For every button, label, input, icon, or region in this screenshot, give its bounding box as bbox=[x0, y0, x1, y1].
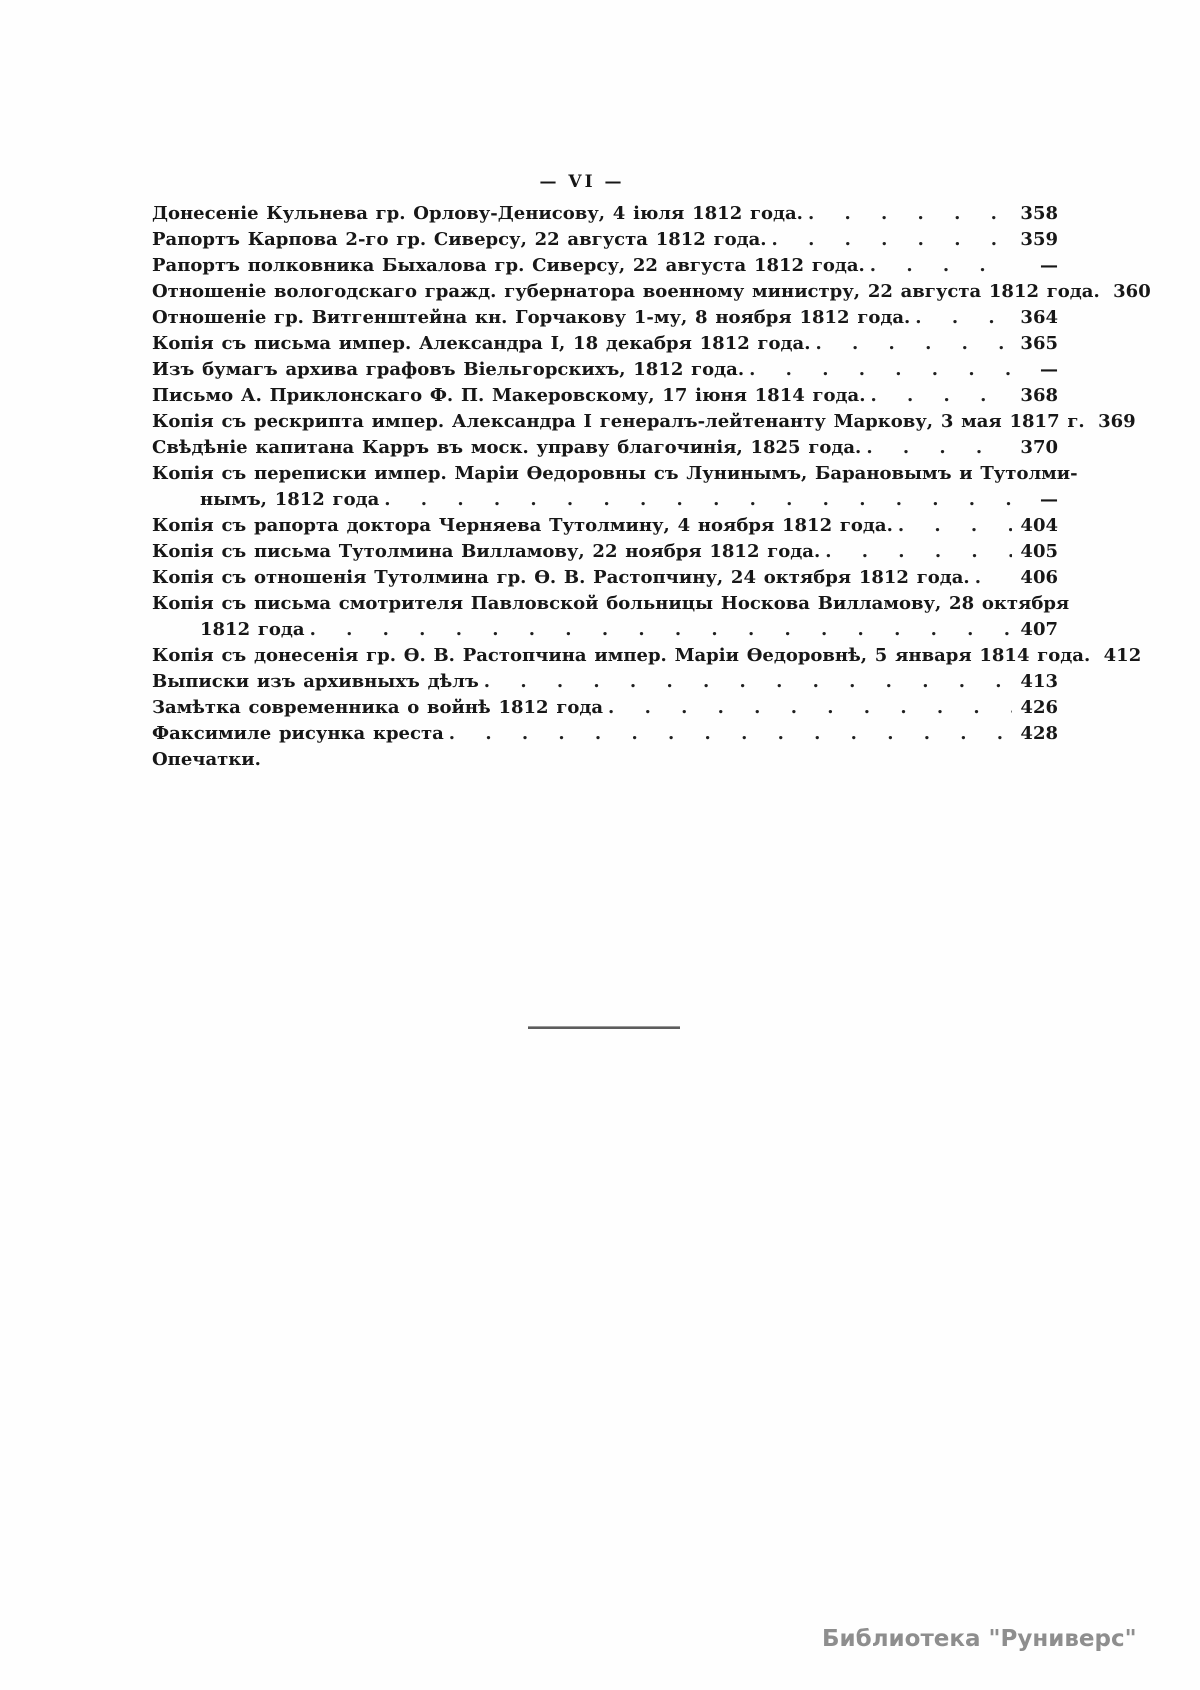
toc-entry-text: Изъ бумагъ архива графовъ Віельгорскихъ, 1812 года. bbox=[152, 359, 745, 380]
toc-entry-text: Копія съ письма смотрителя Павловской больницы Носкова Вилламову, 28 октября bbox=[152, 593, 1070, 614]
toc-entry-page: 365 bbox=[1020, 333, 1058, 354]
toc-entry bbox=[152, 513, 1058, 539]
toc-entry bbox=[152, 747, 1058, 773]
dot-leader bbox=[820, 539, 1012, 565]
toc-entry-text: 1812 года bbox=[200, 619, 305, 640]
toc-entry bbox=[152, 695, 1058, 721]
toc-entry-page: 413 bbox=[1020, 671, 1058, 692]
toc-entry-page: 406 bbox=[1020, 567, 1058, 588]
toc-entry-text: Копія съ рескрипта импер. Александра I генералъ-лейтенанту Маркову, 3 мая 1817 г. bbox=[152, 411, 1085, 432]
toc-entry bbox=[152, 539, 1058, 565]
toc-entry-text: Копія съ переписки импер. Маріи Ѳедоровны съ Лунинымъ, Барановымъ и Тутолми- bbox=[152, 463, 1078, 484]
toc-entry-page: 360 bbox=[1113, 281, 1151, 302]
toc-entry-page: 368 bbox=[1020, 385, 1058, 406]
toc-entry-page: 405 bbox=[1020, 541, 1058, 562]
watermark-text: Библиотека "Руниверс" bbox=[822, 1626, 1137, 1652]
toc-entry-text: Свѣдѣніе капитана Карръ въ моск. управу благочинія, 1825 года. bbox=[152, 437, 862, 458]
toc-entry-page: — bbox=[1040, 359, 1058, 380]
toc-entry-text: Опечатки. bbox=[152, 749, 261, 770]
toc-entry bbox=[152, 565, 1058, 591]
dot-leader bbox=[810, 331, 1012, 357]
dot-leader bbox=[893, 513, 1012, 539]
toc-entry-text: Копія съ отношенія Тутолмина гр. Ѳ. В. Растопчину, 24 октября 1812 года. bbox=[152, 567, 970, 588]
toc-entry bbox=[152, 253, 1058, 279]
toc-entry-text: Факсимиле рисунка креста bbox=[152, 723, 444, 744]
toc-entry bbox=[152, 227, 1058, 253]
dot-leader bbox=[861, 435, 1012, 461]
dot-leader bbox=[803, 201, 1012, 227]
toc-entry-page: — bbox=[1040, 255, 1058, 276]
toc-entry-text: Донесеніе Кульнева гр. Орлову-Денисову, 4 іюля 1812 года. bbox=[152, 203, 803, 224]
toc-entry bbox=[152, 435, 1058, 461]
dot-leader bbox=[767, 227, 1012, 253]
toc-entry bbox=[152, 617, 1058, 643]
toc-entry bbox=[152, 643, 1142, 669]
toc-entry-page: 407 bbox=[1020, 619, 1058, 640]
toc-entry-page: 412 bbox=[1103, 645, 1142, 666]
toc-entry-text: Замѣтка современника о войнѣ 1812 года bbox=[152, 697, 604, 718]
toc-entry-text: Рапортъ Карпова 2-го гр. Сиверсу, 22 августа 1812 года. bbox=[152, 229, 767, 250]
dot-leader bbox=[910, 305, 1012, 331]
toc-entry bbox=[152, 461, 1078, 487]
dot-leader bbox=[603, 695, 1012, 721]
toc-entry-page: 358 bbox=[1020, 203, 1058, 224]
table-of-contents bbox=[152, 201, 1151, 773]
toc-entry bbox=[152, 305, 1058, 331]
toc-entry bbox=[152, 487, 1058, 513]
toc-entry-page: — bbox=[1040, 489, 1058, 510]
toc-entry-page: 370 bbox=[1020, 437, 1058, 458]
toc-entry-page: 428 bbox=[1020, 723, 1058, 744]
dot-leader bbox=[479, 669, 1012, 695]
toc-entry-text: нымъ, 1812 года bbox=[200, 489, 380, 510]
toc-entry bbox=[152, 357, 1058, 383]
toc-entry-text: Копія съ рапорта доктора Черняева Тутолмину, 4 ноября 1812 года. bbox=[152, 515, 893, 536]
page-number-heading: — VI — bbox=[539, 172, 625, 192]
toc-entry-text: Письмо А. Приклонскаго Ф. П. Макеровскому, 17 іюня 1814 года. bbox=[152, 385, 866, 406]
section-divider bbox=[528, 1026, 680, 1029]
toc-entry bbox=[152, 721, 1058, 747]
toc-entry-text: Копія съ донесенія гр. Ѳ. В. Растопчина импер. Маріи Ѳедоровнѣ, 5 января 1814 года. bbox=[152, 645, 1091, 666]
dot-leader bbox=[865, 253, 1012, 279]
toc-entry-text: Копія съ письма импер. Александра I, 18 декабря 1812 года. bbox=[152, 333, 811, 354]
toc-entry-text: Копія съ письма Тутолмина Вилламову, 22 ноября 1812 года. bbox=[152, 541, 821, 562]
toc-entry-text: Отношеніе вологодскаго гражд. губернатора военному министру, 22 августа 1812 года. bbox=[152, 281, 1100, 302]
toc-entry bbox=[152, 409, 1136, 435]
toc-entry-text: Выписки изъ архивныхъ дѣлъ bbox=[152, 671, 479, 692]
toc-entry-page: 359 bbox=[1020, 229, 1058, 250]
toc-entry bbox=[152, 201, 1058, 227]
dot-leader bbox=[970, 565, 1012, 591]
toc-entry-page: 404 bbox=[1020, 515, 1058, 536]
toc-entry-text: Отношеніе гр. Витгенштейна кн. Горчакову 1-му, 8 ноября 1812 года. bbox=[152, 307, 911, 328]
toc-entry-page: 364 bbox=[1020, 307, 1058, 328]
toc-entry bbox=[152, 383, 1058, 409]
dot-leader bbox=[305, 617, 1012, 643]
dot-leader bbox=[865, 383, 1012, 409]
toc-entry bbox=[152, 279, 1151, 305]
toc-entry bbox=[152, 591, 1070, 617]
dot-leader bbox=[744, 357, 1012, 383]
dot-leader bbox=[444, 721, 1012, 747]
toc-entry bbox=[152, 669, 1058, 695]
toc-entry-page: 369 bbox=[1098, 411, 1136, 432]
toc-entry-text: Рапортъ полковника Быхалова гр. Сиверсу, 22 августа 1812 года. bbox=[152, 255, 865, 276]
toc-entry bbox=[152, 331, 1058, 357]
dot-leader bbox=[379, 487, 1012, 513]
toc-entry-page: 426 bbox=[1020, 697, 1058, 718]
